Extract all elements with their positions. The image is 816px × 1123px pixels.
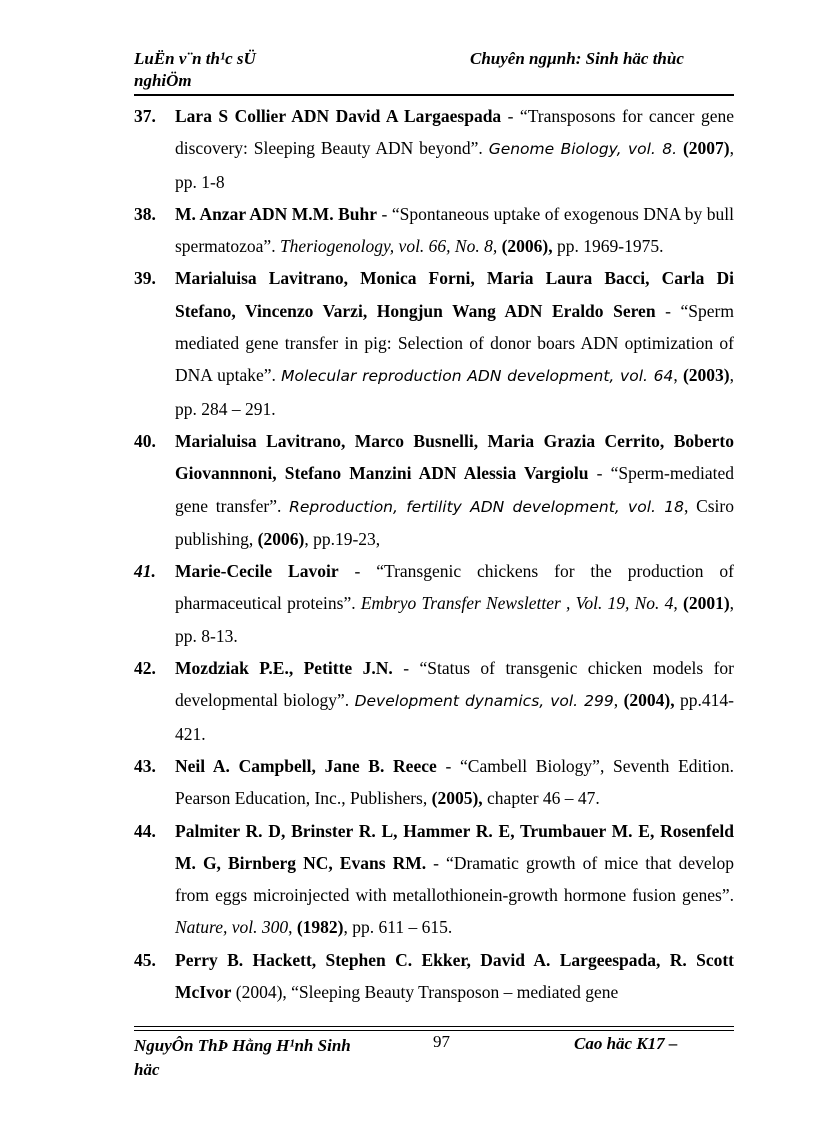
- reference-pages: , pp. 284 – 291.: [175, 365, 734, 419]
- reference-title: “Sperm-mediated gene transfer”.: [175, 463, 734, 516]
- reference-item: [134, 555, 734, 652]
- footer-divider-top: [134, 1026, 734, 1027]
- reference-authors: Palmiter R. D, Brinster R. L, Hammer R. E, Trumbauer M. E, Rosenfeld M. G, Birnberg NC, Evans RM.: [175, 820, 734, 873]
- reference-pages: pp.414-421.: [175, 690, 735, 744]
- reference-item: 39. Marialuisa Lavitrano, Monica Forni, Maria Laura Bacci, Carla Di Stefano, Vincenzo Varzi, Hongjun Wang ADN Eraldo Seren - “Sperm mediated gene transfer in pig: Selection of donor boars ADN optimization of DNA uptake”. Molecular reproduction ADN development, vol. 64, (2003), pp. 284 – 291.: [134, 262, 734, 424]
- reference-item: [134, 944, 734, 1009]
- reference-item: [134, 198, 734, 263]
- reference-title: “Cambell Biology”, Seventh Edition. Pearson Education, Inc., Publishers,: [175, 755, 735, 809]
- reference-authors: Mozdziak P.E., Petitte J.N.: [175, 658, 393, 679]
- reference-title: “Transgenic chickens for the production of pharmaceutical proteins”.: [175, 561, 734, 614]
- header-thesis-label: LuËn v¨n th¹c sÜ nghiÖm: [134, 49, 256, 90]
- header-divider: [134, 94, 734, 96]
- reference-journal: Reproduction, fertility ADN development, vol. 18: [289, 497, 684, 516]
- reference-separator: -: [588, 463, 611, 484]
- reference-journal: Nature, vol. 300: [175, 917, 289, 938]
- reference-pages: chapter 46 – 47.: [482, 788, 600, 809]
- reference-authors: Perry B. Hackett, Stephen C. Ekker, David A. Largeespada, R. Scott McIvor: [175, 949, 734, 1003]
- reference-title: “Dramatic growth of mice that develop from eggs microinjected with metallothionein-growth hormone fusion genes”.: [175, 852, 734, 906]
- reference-journal: Molecular reproduction ADN development, vol. 64: [281, 367, 674, 386]
- reference-number: 37.: [134, 106, 156, 126]
- footer-author: NguyÔn ThÞ Hằng H¹nh Sinh häc: [134, 1036, 351, 1079]
- reference-item: [134, 750, 734, 815]
- reference-separator: -: [655, 300, 681, 321]
- reference-number: 45.: [134, 949, 156, 970]
- header-specialty-label: Chuyên ngµnh: Sinh häc thùc: [470, 49, 684, 68]
- reference-item: [134, 425, 734, 555]
- reference-year: (2006): [257, 528, 305, 549]
- reference-year: (2004),: [623, 690, 675, 711]
- reference-year: (2005),: [431, 788, 483, 809]
- reference-list: [134, 100, 734, 1008]
- reference-item: 42. Mozdziak P.E., Petitte J.N. - “Status of transgenic chicken models for developmental biology”. Development dynamics, vol. 299, (2004), pp.414-421.: [134, 652, 734, 750]
- reference-separator: -: [436, 755, 461, 776]
- reference-number: 39.: [134, 268, 156, 289]
- reference-separator: -: [392, 658, 420, 679]
- reference-year: (1982): [296, 917, 344, 938]
- footer-divider-bottom: [134, 1030, 734, 1031]
- reference-number: 42.: [134, 658, 156, 679]
- reference-number: 44.: [134, 820, 156, 841]
- reference-journal: Development dynamics, vol. 299: [354, 692, 614, 711]
- reference-year: (2001): [683, 593, 730, 614]
- reference-number: 40.: [134, 430, 156, 451]
- reference-journal: Embryo Transfer Newsletter , Vol. 19, No. 4,: [360, 593, 678, 614]
- reference-pages: , pp. 611 – 615.: [343, 917, 453, 938]
- reference-year: (2007): [682, 138, 730, 159]
- reference-authors: Marie-Cecile Lavoir: [175, 561, 339, 582]
- reference-authors: Lara S Collier ADN David A Largaespada: [175, 106, 502, 126]
- reference-authors: Marialuisa Lavitrano, Monica Forni, Maria Laura Bacci, Carla Di Stefano, Vincenzo Varzi, Hongjun Wang ADN Eraldo Seren: [175, 268, 734, 321]
- reference-separator: -: [377, 203, 392, 224]
- reference-item: [134, 100, 734, 198]
- reference-separator: -: [338, 561, 377, 582]
- reference-authors: M. Anzar ADN M.M. Buhr: [175, 203, 378, 224]
- reference-item: 44. Palmiter R. D, Brinster R. L, Hammer R. E, Trumbauer M. E, Rosenfeld M. G, Birnberg NC, Evans RM. - “Dramatic growth of mice that develop from eggs microinjected with metallothionein-growth hormone fusion genes”. Nature, vol. 300, (1982), pp. 611 – 615.: [134, 815, 734, 944]
- reference-authors: Neil A. Campbell, Jane B. Reece: [175, 755, 437, 776]
- reference-title: “Sleeping Beauty Transposon – mediated gene: [291, 982, 619, 1003]
- reference-title: “Transposons for cancer gene discovery: Sleeping Beauty ADN beyond”.: [175, 106, 734, 159]
- reference-separator: -: [501, 106, 520, 126]
- reference-number: 41.: [134, 561, 156, 582]
- reference-pages: , pp.19-23,: [304, 528, 381, 549]
- reference-year-inline: (2004),: [231, 982, 292, 1003]
- reference-title: “Status of transgenic chicken models for developmental biology”.: [175, 658, 735, 711]
- footer-class: Cao häc K17 –: [574, 1034, 678, 1053]
- reference-journal: Genome Biology, vol. 8.: [488, 140, 678, 159]
- reference-publisher: , Csiro publishing,: [175, 495, 734, 549]
- page-number: 97: [433, 1032, 450, 1051]
- reference-separator: -: [426, 852, 447, 873]
- reference-title: “Spontaneous uptake of exogenous DNA by bull spermatozoa”.: [175, 203, 735, 257]
- reference-authors: Marialuisa Lavitrano, Marco Busnelli, Maria Grazia Cerrito, Boberto Giovannnoni, Stefano Manzini ADN Alessia Vargiolu: [175, 430, 734, 484]
- reference-title: “Sperm mediated gene transfer in pig: Selection of donor boars ADN optimization of DNA uptake”.: [175, 300, 734, 386]
- reference-journal: Theriogenology, vol. 66, No. 8,: [279, 236, 498, 257]
- reference-year: (2003): [682, 365, 730, 386]
- reference-pages: pp. 1969-1975.: [552, 236, 664, 257]
- reference-pages: , pp. 8-13.: [175, 593, 735, 646]
- reference-number: 38.: [134, 203, 156, 224]
- reference-number: 43.: [134, 755, 156, 776]
- reference-pages: , pp. 1-8: [175, 138, 734, 192]
- reference-year: (2006),: [501, 236, 553, 257]
